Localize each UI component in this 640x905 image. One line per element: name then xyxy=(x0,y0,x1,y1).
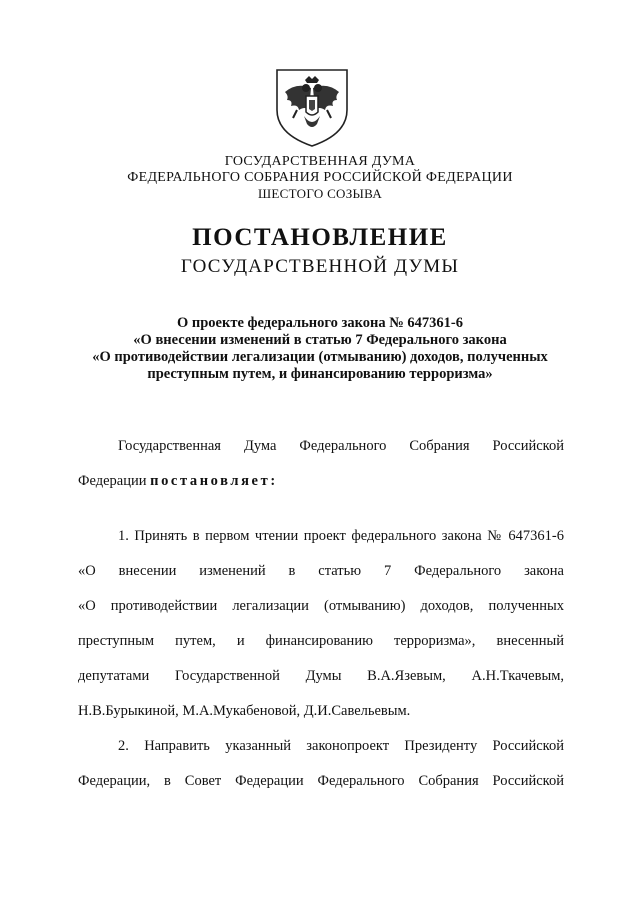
document-title: ПОСТАНОВЛЕНИЕ xyxy=(192,224,448,251)
header-federal-assembly: ФЕДЕРАЛЬНОГО СОБРАНИЯ РОССИЙСКОЙ ФЕДЕРАЦИИ xyxy=(127,170,513,185)
subject-line-3: «О противодействии легализации (отмыванию) доходов, полученных xyxy=(92,349,548,365)
header-convocation: ШЕСТОГО СОЗЫВА xyxy=(257,186,383,201)
document-subtitle: ГОСУДАРСТВЕННОЙ ДУМЫ xyxy=(180,256,460,277)
preamble-verb: постановляет: xyxy=(150,473,278,489)
preamble-line-2 xyxy=(78,473,564,490)
subject-line-4: преступным путем, и финансированию терроризма» xyxy=(147,366,493,382)
paragraph-1-line-5: депутатами Государственной Думы В.А.Язевым, А.Н.Ткачевым, xyxy=(78,668,564,684)
subject-line-2: «О внесении изменений в статью 7 Федерального закона xyxy=(133,332,507,348)
coat-of-arms-emblem xyxy=(271,66,353,150)
header-duma: ГОСУДАРСТВЕННАЯ ДУМА xyxy=(224,154,416,169)
subject-line-1: О проекте федерального закона № 647361-6 xyxy=(176,315,464,331)
preamble-federation: Федерации xyxy=(78,473,147,489)
paragraph-1-line-6: Н.В.Бурыкиной, М.А.Мукабеновой, Д.И.Савельевым. xyxy=(78,703,411,719)
paragraph-1-line-4: преступным путем, и финансированию терроризма», внесенный xyxy=(78,633,564,649)
paragraph-1-line-3: «О противодействии легализации (отмыванию) доходов, полученных xyxy=(78,598,564,614)
preamble-line-1: Государственная Дума Федерального Собрания Российской xyxy=(118,438,564,454)
paragraph-2-line-2: Федерации, в Совет Федерации Федерального Собрания Российской xyxy=(78,773,564,789)
paragraph-1-line-2: «О внесении изменений в статью 7 Федерального закона xyxy=(78,563,564,579)
paragraph-1-line-1: 1. Принять в первом чтении проект федерального закона № 647361-6 xyxy=(118,528,564,544)
paragraph-2-line-1: 2. Направить указанный законопроект Президенту Российской xyxy=(118,738,564,754)
